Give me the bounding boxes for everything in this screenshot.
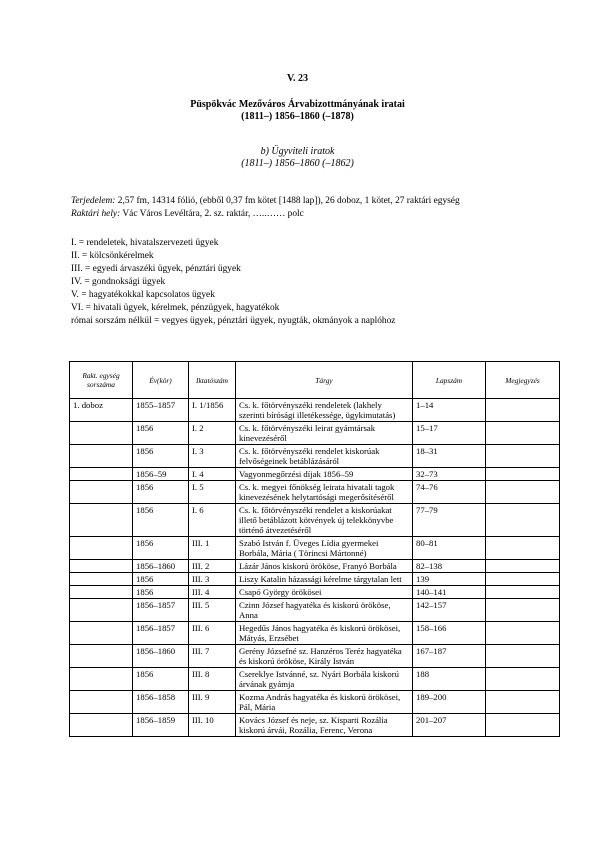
note-cell (486, 481, 560, 504)
subject-cell: Cs. k. főtörvényszéki rendeletek (lakhely szerinti bírósági illetékessége, ügykimutatás) (236, 399, 413, 422)
table-row (70, 691, 560, 714)
year-cell: 1856 (133, 504, 189, 537)
note-cell (486, 573, 560, 586)
unit-cell (70, 691, 133, 714)
extent-line (71, 196, 460, 206)
col-header-subject: Tárgy (236, 362, 413, 399)
subject-cell: Vagyonmegőrzési díjak 1856–59 (236, 468, 413, 481)
note-cell (486, 537, 560, 560)
pages-cell: 142–157 (413, 599, 486, 622)
table-row (70, 422, 560, 445)
subject-cell: Cs. k. főtörvényszéki leirat gyámtársak kinevezéséről (236, 422, 413, 445)
col-header-year: Év(kör) (133, 362, 189, 399)
pages-cell: 167–187 (413, 645, 486, 668)
extent-value: 2,57 fm, 14314 fólió, (ebből 0,37 fm kötet [1488 lap]), 26 doboz, 1 kötet, 27 raktári egység (117, 196, 460, 206)
pages-cell: 201–207 (413, 714, 486, 737)
unit-cell (70, 645, 133, 668)
unit-cell (70, 573, 133, 586)
table-row (70, 622, 560, 645)
note-cell (486, 645, 560, 668)
year-cell: 1856–1857 (133, 622, 189, 645)
unit-cell (70, 481, 133, 504)
subject-cell: Gerény Józsefné sz. Hanzéros Teréz hagyatéka és kiskorú örököse, Király István (236, 645, 413, 668)
file-number-cell: III. 7 (189, 645, 236, 668)
unit-cell (70, 599, 133, 622)
location-line (71, 209, 304, 219)
pages-cell: 74–76 (413, 481, 486, 504)
note-cell (486, 668, 560, 691)
table-row (70, 668, 560, 691)
pages-cell: 32–73 (413, 468, 486, 481)
pages-cell: 158–166 (413, 622, 486, 645)
unit-cell (70, 422, 133, 445)
year-cell: 1856–1860 (133, 560, 189, 573)
table-row (70, 481, 560, 504)
pages-cell: 80–81 (413, 537, 486, 560)
pages-cell: 77–79 (413, 504, 486, 537)
unit-cell (70, 537, 133, 560)
file-number-cell: III. 6 (189, 622, 236, 645)
unit-cell (70, 668, 133, 691)
year-cell: 1856 (133, 481, 189, 504)
note-cell (486, 714, 560, 737)
year-cell: 1856 (133, 445, 189, 468)
note-cell (486, 691, 560, 714)
pages-cell: 189–200 (413, 691, 486, 714)
year-cell: 1856 (133, 668, 189, 691)
subject-cell: Cs. k. megyei főnökség leirata hivatali tagok kinevezésének helytartósági megerősítéséről (236, 481, 413, 504)
year-cell: 1856 (133, 573, 189, 586)
year-cell: 1856 (133, 422, 189, 445)
fonds-date-range: (1811–) 1856–1860 (–1878) (241, 111, 354, 122)
table-header-row (70, 362, 560, 399)
subject-cell: Cs. k. főtörvényszéki rendelet kiskorúak felvőségeinek betáblázásáról (236, 445, 413, 468)
file-number-cell: III. 2 (189, 560, 236, 573)
year-cell: 1856–1857 (133, 599, 189, 622)
table-row (70, 445, 560, 468)
series-date-range: (1811–) 1856–1860 (–1862) (241, 158, 354, 169)
subject-cell: Szabó István f. Üveges Lídia gyermekei Borbála, Mária ( Törincsi Mártonné) (236, 537, 413, 560)
table-row (70, 645, 560, 668)
table-row (70, 468, 560, 481)
col-header-note: Megjegyzés (486, 362, 560, 399)
year-cell: 1856–1859 (133, 714, 189, 737)
table-row (70, 573, 560, 586)
subject-cell: Csereklye Istvánné, sz. Nyári Borbála kiskorú árvának gyámja (236, 668, 413, 691)
pages-cell: 1–14 (413, 399, 486, 422)
subject-cell: Csapó György örökösei (236, 586, 413, 599)
table-row (70, 586, 560, 599)
legend-item: I. = rendeletek, hivatalszervezeti ügyek (71, 238, 219, 248)
record-code: V. 23 (287, 73, 308, 84)
file-number-cell: III. 4 (189, 586, 236, 599)
file-number-cell: III. 1 (189, 537, 236, 560)
note-cell (486, 504, 560, 537)
subject-cell: Kovács József és neje, sz. Kisparti Rozália kiskorú árvái, Rozália, Ferenc, Verona (236, 714, 413, 737)
note-cell (486, 399, 560, 422)
pages-cell: 82–138 (413, 560, 486, 573)
file-number-cell: III. 3 (189, 573, 236, 586)
file-number-cell: III. 9 (189, 691, 236, 714)
location-label: Raktári hely: (71, 209, 121, 219)
col-header-file-number: Iktatószám (189, 362, 236, 399)
unit-cell (70, 622, 133, 645)
table-row (70, 504, 560, 537)
file-number-cell: III. 5 (189, 599, 236, 622)
unit-cell (70, 445, 133, 468)
fonds-title: Püspökvác Mezőváros Árvabizottmányának iratai (190, 99, 405, 110)
unit-cell: 1. doboz (70, 399, 133, 422)
col-header-unit: Rakt. egység sorszáma (70, 362, 133, 399)
year-cell: 1856–1860 (133, 645, 189, 668)
note-cell (486, 468, 560, 481)
year-cell: 1856 (133, 537, 189, 560)
year-cell: 1856 (133, 586, 189, 599)
subject-cell: Kozma András hagyatéka és kiskorú örökösei, Pál, Mária (236, 691, 413, 714)
legend-item: római sorszám nélkül = vegyes ügyek, pénztári ügyek, nyugták, okmányok a naplóhoz (71, 316, 396, 326)
inventory-table (69, 361, 560, 737)
unit-cell (70, 714, 133, 737)
year-cell: 1856–59 (133, 468, 189, 481)
note-cell (486, 599, 560, 622)
file-number-cell: I. 1/1856 (189, 399, 236, 422)
pages-cell: 15–17 (413, 422, 486, 445)
col-header-pages: Lapszám (413, 362, 486, 399)
file-number-cell: I. 5 (189, 481, 236, 504)
note-cell (486, 622, 560, 645)
note-cell (486, 422, 560, 445)
unit-cell (70, 560, 133, 573)
file-number-cell: III. 8 (189, 668, 236, 691)
note-cell (486, 445, 560, 468)
pages-cell: 18–31 (413, 445, 486, 468)
subject-cell: Lázár János kiskorú örököse, Franyó Borbála (236, 560, 413, 573)
table-row (70, 560, 560, 573)
pages-cell: 139 (413, 573, 486, 586)
legend-item: III. = egyedi árvaszéki ügyek, pénztári ügyek (71, 264, 241, 274)
unit-cell (70, 504, 133, 537)
note-cell (486, 586, 560, 599)
table-row (70, 537, 560, 560)
subject-cell: Cs. k. főtörvényszéki rendelet a kiskorúakat illető betáblázott kötvények új telekkönyvbe történő átvezetéséről (236, 504, 413, 537)
legend-item: IV. = gondnoksági ügyek (71, 277, 166, 287)
file-number-cell: I. 3 (189, 445, 236, 468)
table-row (70, 399, 560, 422)
file-number-cell: I. 6 (189, 504, 236, 537)
series-title: b) Ügyviteli iratok (260, 146, 335, 157)
file-number-cell: I. 2 (189, 422, 236, 445)
unit-cell (70, 586, 133, 599)
year-cell: 1855–1857 (133, 399, 189, 422)
year-cell: 1856–1858 (133, 691, 189, 714)
unit-cell (70, 468, 133, 481)
file-number-cell: I. 4 (189, 468, 236, 481)
pages-cell: 140–141 (413, 586, 486, 599)
table-row (70, 714, 560, 737)
pages-cell: 188 (413, 668, 486, 691)
legend-item: V. = hagyatékokkal kapcsolatos ügyek (71, 290, 215, 300)
subject-cell: Hegedűs János hagyatéka és kiskorú örökösei, Mátyás, Erzsébet (236, 622, 413, 645)
subject-cell: Czinn József hagyatéka és kiskorú örököse, Anna (236, 599, 413, 622)
legend-item: VI. = hivatali ügyek, kérelmek, pénzügyek, hagyatékok (71, 303, 280, 313)
extent-label: Terjedelem: (71, 196, 116, 206)
location-value: Vác Város Levéltára, 2. sz. raktár, …..…… polc (122, 209, 304, 219)
table-row (70, 599, 560, 622)
note-cell (486, 560, 560, 573)
legend-item: II. = kölcsönkérelmek (71, 251, 154, 261)
file-number-cell: III. 10 (189, 714, 236, 737)
subject-cell: Liszy Katalin házassági kérelme tárgytalan lett (236, 573, 413, 586)
